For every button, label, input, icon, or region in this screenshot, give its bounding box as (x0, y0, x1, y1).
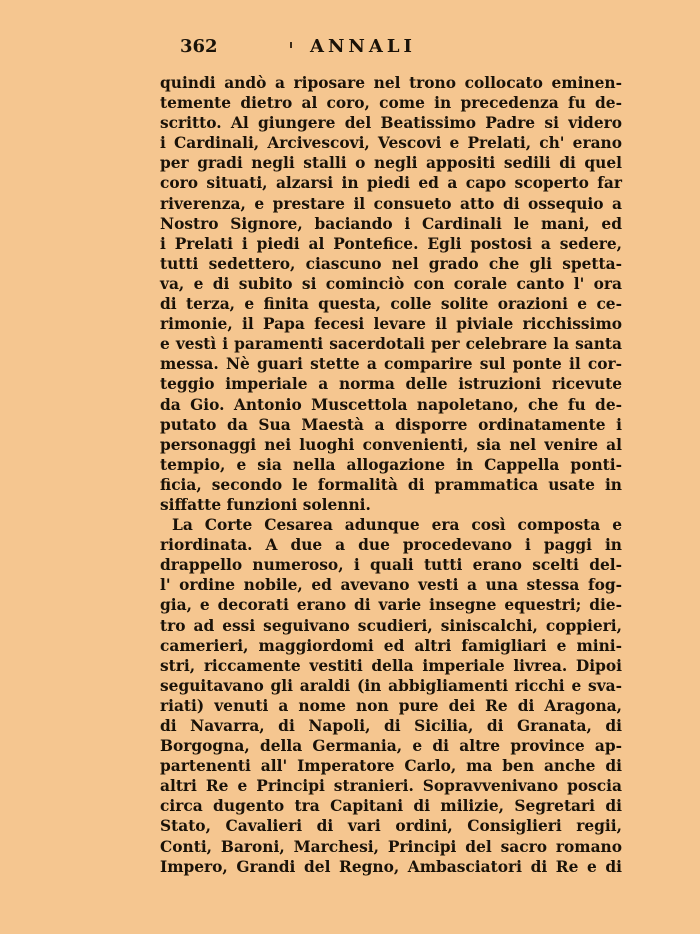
text-line: e vestì i paramenti sacerdotali per celebrare la santa (160, 335, 622, 354)
text-line: da Gio. Antonio Muscettola napoletano, che fu de- (160, 395, 622, 414)
text-line: Impero, Grandi del Regno, Ambasciatori di Re e di (160, 857, 622, 876)
page-header (160, 36, 620, 62)
text-line: scritto. Al giungere del Beatissimo Padre si videro (160, 114, 622, 133)
text-line: partenenti all' Imperatore Carlo, ma ben anche di (160, 757, 622, 776)
text-line: teggio imperiale a norma delle istruzioni ricevute (160, 375, 622, 394)
running-head: ANNALI (310, 36, 416, 57)
text-line: stri, riccamente vestiti della imperiale livrea. Dipoi (160, 656, 622, 675)
page-number: 362 (180, 36, 218, 57)
text-line: coro situati, alzarsi in piedi ed a capo scoperto far (160, 174, 622, 193)
text-line: putato da Sua Maestà a disporre ordinatamente i (160, 415, 622, 434)
text-line: La Corte Cesarea adunque era così composta e (172, 516, 622, 535)
text-line: riordinata. A due a due procedevano i paggi in (160, 536, 622, 555)
text-line: Nostro Signore, baciando i Cardinali le mani, ed (160, 214, 622, 233)
text-line: i Prelati i piedi al Pontefice. Egli postosi a sedere, (160, 234, 622, 253)
text-line: tro ad essi seguivano scudieri, siniscalchi, coppieri, (160, 616, 622, 635)
text-line: per gradi negli stalli o negli appositi sedili di quel (160, 154, 622, 173)
text-line: altri Re e Principi stranieri. Sopravvenivano poscia (160, 777, 622, 796)
text-line: Conti, Baroni, Marchesi, Principi del sacro romano (160, 837, 622, 856)
text-line: camerieri, maggiordomi ed altri famigliari e mini- (160, 636, 622, 655)
text-line: circa dugento tra Capitani di milizie, Segretari di (160, 797, 622, 816)
text-line: tempio, e sia nella allogazione in Cappella ponti- (160, 455, 622, 474)
text-line: riverenza, e prestare il consueto atto di ossequio a (160, 194, 622, 213)
text-line: riati) venuti a nome non pure dei Re di Aragona, (160, 696, 622, 715)
text-line: l' ordine nobile, ed avevano vesti a una stessa fog- (160, 576, 622, 595)
text-line: va, e di subito si cominciò con corale canto l' ora (160, 274, 622, 293)
text-line: messa. Nè guari stette a comparire sul ponte il cor- (160, 355, 622, 374)
text-line: Borgogna, della Germania, e di altre province ap- (160, 737, 622, 756)
text-line: personaggi nei luoghi convenienti, sia nel venire al (160, 435, 622, 454)
text-line: siffatte funzioni solenni. (160, 495, 371, 514)
text-line: rimonie, il Papa fecesi levare il piviale ricchissimo (160, 315, 622, 334)
text-line: drappello numeroso, i quali tutti erano scelti del- (160, 556, 622, 575)
printer-mark (290, 42, 292, 48)
text-line: seguitavano gli araldi (in abbigliamenti ricchi e sva- (160, 676, 622, 695)
text-line: di terza, e finita questa, colle solite orazioni e ce- (160, 295, 622, 314)
text-line: i Cardinali, Arcivescovi, Vescovi e Prelati, ch' erano (160, 134, 622, 153)
text-line: gia, e decorati erano di varie insegne equestri; die- (160, 596, 622, 615)
text-line: Stato, Cavalieri di vari ordini, Consiglieri regii, (160, 817, 622, 836)
body-text (160, 73, 622, 877)
text-line: di Navarra, di Napoli, di Sicilia, di Granata, di (160, 717, 622, 735)
text-line: temente dietro al coro, come in precedenza fu de- (160, 94, 622, 113)
text-line: ficia, secondo le formalità di prammatica usate in (160, 475, 622, 494)
text-line: quindi andò a riposare nel trono collocato eminen- (160, 74, 622, 92)
text-line: tutti sedettero, ciascuno nel grado che gli spetta- (160, 254, 622, 273)
